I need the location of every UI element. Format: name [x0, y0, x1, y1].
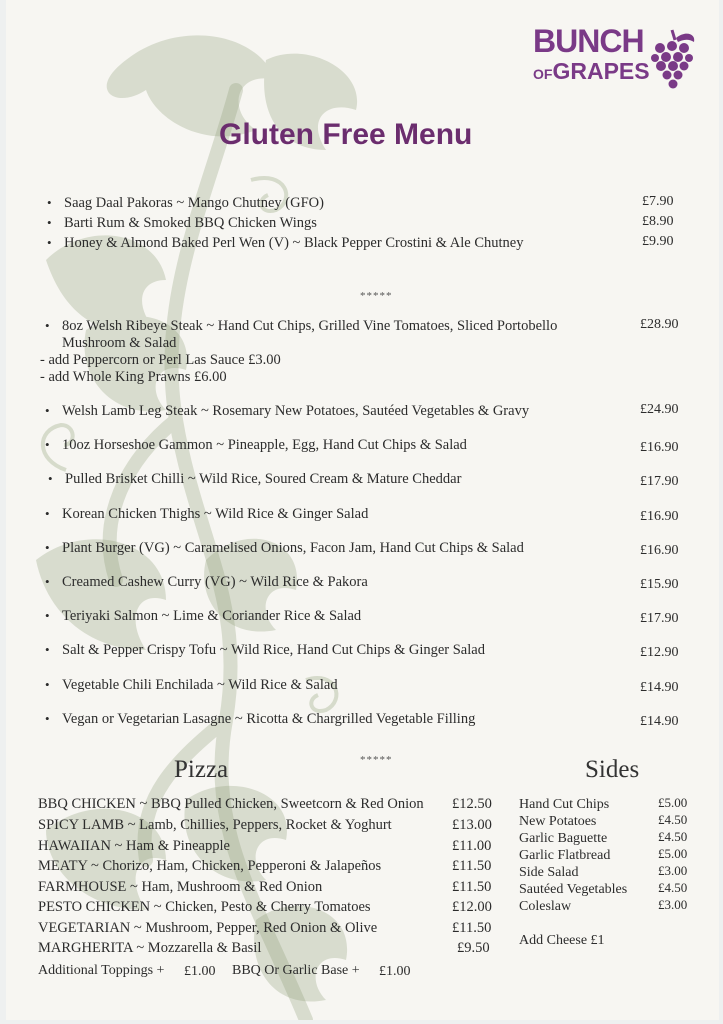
- main-item: • Plant Burger (VG) ~ Caramelised Onions, Facon Jam, Hand Cut Chips & Salad: [62, 539, 524, 557]
- main-price: £24.90: [640, 402, 679, 417]
- side-item: New Potatoes: [519, 814, 597, 829]
- side-price: £5.00: [658, 795, 688, 810]
- pizza-price: £11.50: [452, 858, 492, 874]
- main-item: • Korean Chicken Thighs ~ Wild Rice & Ginger Salad: [62, 505, 368, 523]
- pizza-price: £9.50: [457, 940, 490, 956]
- side-item: Garlic Flatbread: [519, 848, 611, 863]
- main-price: £17.90: [640, 474, 679, 489]
- logo-line-2: OFGRAPES: [533, 58, 650, 84]
- pizza-item: MARGHERITA ~ Mozzarella & Basil: [38, 940, 262, 956]
- sides-heading: Sides: [585, 756, 640, 783]
- base-price: £1.00: [379, 964, 411, 979]
- section-separator: *****: [360, 754, 393, 766]
- toppings-label: Additional Toppings +: [38, 963, 165, 978]
- main-price: £16.90: [640, 440, 679, 455]
- main-item-continued: Mushroom & Salad: [62, 335, 177, 351]
- starter-item: • Honey & Almond Baked Perl Wen (V) ~ Black Pepper Crostini & Ale Chutney: [64, 234, 523, 252]
- side-price: £3.00: [658, 897, 688, 912]
- side-price: £5.00: [658, 846, 688, 861]
- starter-price: £8.90: [642, 214, 674, 229]
- pizza-price: £13.00: [452, 817, 492, 833]
- side-price: £4.50: [658, 812, 688, 827]
- starter-item: • Barti Rum & Smoked BBQ Chicken Wings: [64, 214, 317, 232]
- bunch-of-grapes-logo: [533, 24, 703, 94]
- main-item: • Pulled Brisket Chilli ~ Wild Rice, Soured Cream & Mature Cheddar: [65, 470, 461, 488]
- starter-price: £9.90: [642, 234, 674, 249]
- logo-line-1: BUNCH: [533, 23, 644, 59]
- main-item: • Vegetable Chili Enchilada ~ Wild Rice & Salad: [62, 676, 338, 694]
- starter-item: • Saag Daal Pakoras ~ Mango Chutney (GFO): [64, 194, 324, 212]
- main-item: • Vegan or Vegetarian Lasagne ~ Ricotta & Chargrilled Vegetable Filling: [62, 710, 475, 728]
- main-item: • 8oz Welsh Ribeye Steak ~ Hand Cut Chips, Grilled Vine Tomatoes, Sliced Portobello: [62, 317, 557, 335]
- side-item: Hand Cut Chips: [519, 797, 610, 812]
- pizza-price: £12.50: [452, 796, 492, 812]
- side-price: £4.50: [658, 829, 688, 844]
- main-item: • Welsh Lamb Leg Steak ~ Rosemary New Potatoes, Sautéed Vegetables & Gravy: [62, 402, 529, 420]
- pizza-item: FARMHOUSE ~ Ham, Mushroom & Red Onion: [38, 879, 323, 895]
- pizza-price: £11.50: [452, 920, 492, 936]
- pizza-price: £12.00: [452, 899, 492, 915]
- main-item: • 10oz Horseshoe Gammon ~ Pineapple, Egg, Hand Cut Chips & Salad: [62, 436, 467, 454]
- main-item: • Salt & Pepper Crispy Tofu ~ Wild Rice, Hand Cut Chips & Ginger Salad: [62, 641, 485, 659]
- pizza-item: PESTO CHICKEN ~ Chicken, Pesto & Cherry Tomatoes: [38, 899, 371, 915]
- add-cheese-note: Add Cheese £1: [519, 933, 605, 948]
- main-item: • Creamed Cashew Curry (VG) ~ Wild Rice & Pakora: [62, 573, 368, 591]
- main-price: £28.90: [640, 317, 679, 332]
- side-item: Sautéed Vegetables: [519, 882, 628, 897]
- main-price: £16.90: [640, 509, 679, 524]
- pizza-item: BBQ CHICKEN ~ BBQ Pulled Chicken, Sweetcorn & Red Onion: [38, 796, 424, 812]
- grapes-icon: [648, 28, 698, 94]
- main-price: £15.90: [640, 577, 679, 592]
- main-price: £14.90: [640, 714, 679, 729]
- side-price: £4.50: [658, 880, 688, 895]
- pizza-item: VEGETARIAN ~ Mushroom, Pepper, Red Onion & Olive: [38, 920, 378, 936]
- pizza-item: MEATY ~ Chorizo, Ham, Chicken, Pepperoni & Jalapeños: [38, 858, 382, 874]
- base-label: BBQ Or Garlic Base +: [232, 963, 360, 978]
- pizza-heading: Pizza: [174, 756, 229, 783]
- steak-addon: - add Whole King Prawns £6.00: [40, 369, 227, 385]
- section-separator: *****: [360, 290, 393, 302]
- toppings-price: £1.00: [184, 964, 216, 979]
- pizza-price: £11.00: [452, 838, 492, 854]
- side-item: Side Salad: [519, 865, 579, 880]
- main-price: £14.90: [640, 680, 679, 695]
- starter-price: £7.90: [642, 194, 674, 209]
- main-price: £16.90: [640, 543, 679, 558]
- side-price: £3.00: [658, 863, 688, 878]
- main-price: £17.90: [640, 611, 679, 626]
- pizza-price: £11.50: [452, 879, 492, 895]
- side-item: Garlic Baguette: [519, 831, 608, 846]
- menu-title: Gluten Free Menu: [219, 118, 473, 151]
- side-item: Coleslaw: [519, 899, 572, 914]
- menu-page: [6, 0, 719, 1020]
- main-item: • Teriyaki Salmon ~ Lime & Coriander Rice & Salad: [62, 607, 361, 625]
- pizza-item: HAWAIIAN ~ Ham & Pineapple: [38, 838, 230, 854]
- steak-addon: - add Peppercorn or Perl Las Sauce £3.00: [40, 352, 281, 368]
- pizza-item: SPICY LAMB ~ Lamb, Chillies, Peppers, Rocket & Yoghurt: [38, 817, 392, 833]
- main-price: £12.90: [640, 645, 679, 660]
